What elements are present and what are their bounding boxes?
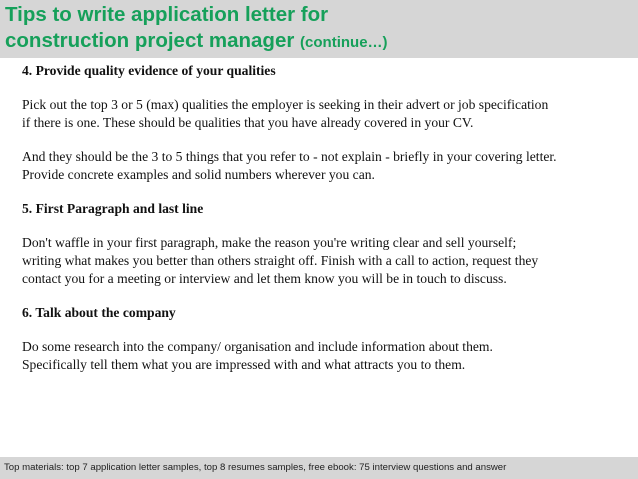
section-6-heading: 6. Talk about the company [22,305,176,320]
section-5-heading: 5. First Paragraph and last line [22,201,204,216]
content-body [22,62,622,374]
header-bar [0,0,638,58]
title-line-1: Tips to write application letter for [5,3,329,26]
section-4-para-2-line-2: Provide concrete examples and solid numbers wherever you can. [22,167,375,182]
section-4-heading: 4. Provide quality evidence of your qualities [22,63,276,78]
section-4-para-1-line-2: if there is one. These should be qualities that you have already covered in your CV. [22,115,474,130]
section-6-para-1-line-2: Specifically tell them what you are impressed with and what attracts you to them. [22,357,466,372]
section-5-para-1-line-3: contact you for a meeting or interview and let them know you will be in touch to discuss. [22,271,507,286]
footer-text: Top materials: top 7 application letter samples, top 8 resumes samples, free ebook: 75 interview questions and answer [4,462,507,473]
section-5-para-1-line-1: Don't waffle in your first paragraph, make the reason you're writing clear and sell yourself; [22,235,517,250]
section-4-para-1-line-1: Pick out the top 3 or 5 (max) qualities the employer is seeking in their advert or job specification [22,97,549,112]
section-4-para-2-line-1: And they should be the 3 to 5 things that you refer to - not explain - briefly in your covering letter. [22,149,557,164]
title-suffix: (continue…) [300,34,388,51]
page-title [5,2,630,56]
title-line-2: construction project manager [5,29,295,52]
section-5-para-1-line-2: writing what makes you better than others straight off. Finish with a call to action, request they [22,253,539,268]
footer-bar [0,457,638,479]
section-6-para-1-line-1: Do some research into the company/ organisation and include information about them. [22,339,493,354]
